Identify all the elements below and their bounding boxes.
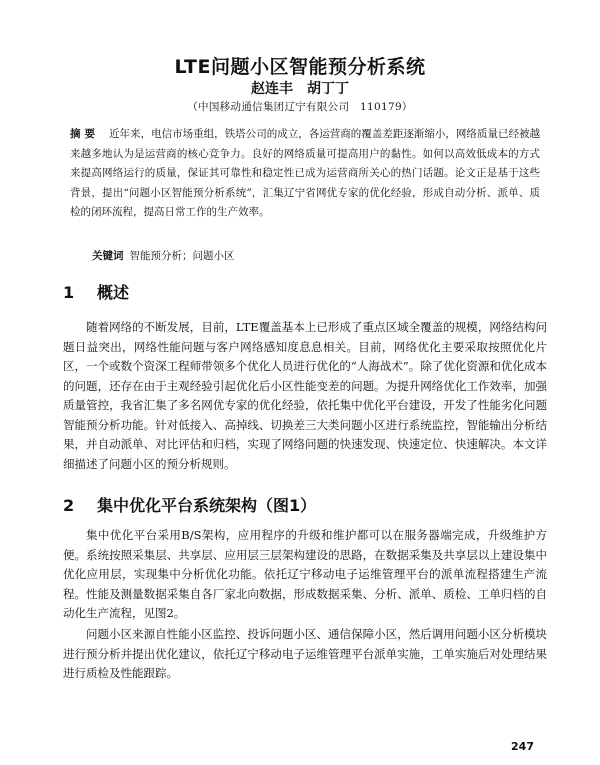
keywords-label: 关键词 bbox=[92, 250, 124, 262]
abstract-text: 近年来，电信市场重组，铁塔公司的成立，各运营商的覆盖差距逐渐缩小，网络质量已经被越来越多地认为是运营商的核心竞争力。良好的网络质量可提高用户的黏性。如何以高效低成本的方式来提高网络运行的质量，保证其可靠性和稳定性已成为运营商所关心的热门话题。论文正是基于这些背景，提出“问题小区智能预分析系统”，汇集辽宁省网优专家的优化经验，形成自动分析、派单、质检的闭环流程，提高日常工作的生产效率。 bbox=[70, 128, 541, 218]
article-title: LTE问题小区智能预分析系统 bbox=[174, 56, 426, 78]
section-heading-overview bbox=[63, 280, 129, 303]
section-title: 概述 bbox=[97, 283, 130, 302]
page-number: 247 bbox=[511, 740, 534, 753]
body-paragraph: 随着网络的不断发展，目前，LTE覆盖基本上已形成了重点区域全覆盖的规模，网络结构问题日益突出，网络性能问题与客户网络感知度息息相关。目前，网络优化主要采取按照优化片区，一个或数个资深工程师带领多个优化人员进行优化的“人海战术”。除了优化资源和优化成本的问题，还存在由于主观经验引起优化后小区性能变差的问题。为提升网络优化工作效率，加强质量管控，我省汇集了多名网优专家的优化经验，依托集中优化平台建设，开发了性能劣化问题智能预分析功能。针对低接入、高掉线、切换差三大类问题小区进行系统监控，智能输出分析结果，并自动派单、对比评估和归档，实现了网络问题的快速发现、快速定位、快速解决。本文详细描述了问题小区的预分析规则。 bbox=[63, 320, 547, 471]
keywords-text: 智能预分析；问题小区 bbox=[129, 250, 235, 262]
section-number: 1 bbox=[63, 283, 75, 302]
body-paragraph: 问题小区来源自性能小区监控、投诉问题小区、通信保障小区，然后调用问题小区分析模块进行预分析并提出优化建议，依托辽宁移动电子运维管理平台派单实施，工单实施后对处理结果进行质检及性能跟踪。 bbox=[63, 627, 547, 680]
keywords bbox=[92, 248, 542, 264]
article-authors: 赵连丰 胡丁丁 bbox=[251, 81, 349, 97]
author-affiliation: （中国移动通信集团辽宁有限公司 110179） bbox=[187, 101, 413, 113]
abstract-label: 摘要 bbox=[70, 128, 100, 140]
section-heading-architecture bbox=[63, 493, 316, 516]
abstract bbox=[70, 125, 540, 223]
body-paragraph: 集中优化平台采用B/S架构，应用程序的升级和维护都可以在服务器端完成，升级维护方便。系统按照采集层、共享层、应用层三层架构建设的思路，在数据采集及共享层以上建设集中优化应用层，实现集中分析优化功能。依托辽宁移动电子运维管理平台的派单流程搭建生产流程。性能及测量数据采集自各厂家北向数据，形成数据采集、分析、派单、质检、工单归档的自动化生产流程，见图2。 bbox=[63, 528, 547, 620]
section-title: 集中优化平台系统架构（图1） bbox=[97, 496, 317, 515]
section-number: 2 bbox=[63, 496, 75, 515]
